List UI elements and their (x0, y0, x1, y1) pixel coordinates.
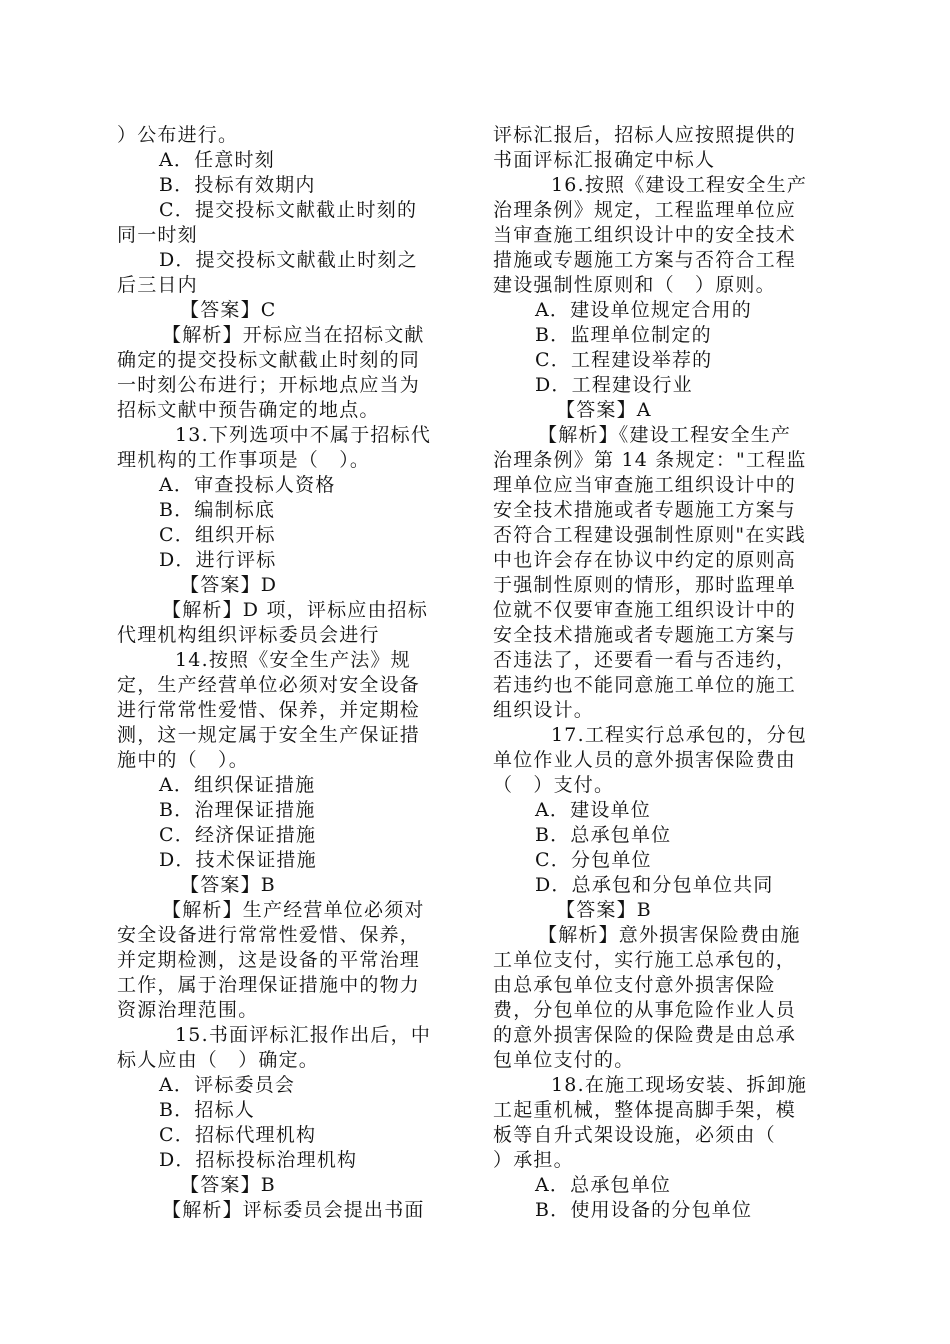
text-line: A．审查投标人资格 (159, 474, 336, 496)
text-line: C．分包单位 (535, 849, 652, 871)
text-line: 治理条例》规定，工程监理单位应 (493, 199, 797, 221)
text-line: D．提交投标文献截止时刻之 (159, 249, 418, 271)
text-line: 工起重机械，整体提高脚手架，模 (493, 1099, 797, 1121)
text-line: D．总承包和分包单位共同 (535, 874, 774, 896)
text-line: 施中的（ ）。 (117, 749, 249, 771)
text-line: D．进行评标 (159, 549, 277, 571)
text-line: B．投标有效期内 (159, 174, 316, 196)
text-line: 【解析】开标应当在招标文献 (162, 324, 425, 346)
text-line: 评标汇报后，招标人应按照提供的 (493, 124, 797, 146)
text-line: C．招标代理机构 (159, 1124, 317, 1146)
text-line: 一时刻公布进行；开标地点应当为 (117, 374, 421, 396)
text-line: B．总承包单位 (535, 824, 672, 846)
text-line: 招标文献中预告确定的地点。 (117, 399, 380, 421)
text-line: 理机构的工作事项是（ ）。 (117, 449, 371, 471)
text-line: ）公布进行。 (117, 124, 239, 146)
text-line: 否违法了，还要看一看与否违约， (493, 649, 797, 671)
text-line: B．编制标底 (159, 499, 276, 521)
text-line: 费，分包单位的从事危险作业人员 (493, 999, 797, 1021)
text-line: C．经济保证措施 (159, 824, 317, 846)
text-line: 14.按照《安全生产法》规 (175, 649, 411, 671)
text-line: 17.工程实行总承包的，分包 (551, 724, 808, 746)
text-line: 【答案】B (180, 874, 276, 896)
text-line: 15.书面评标汇报作出后，中 (175, 1024, 432, 1046)
text-line: 后三日内 (117, 274, 198, 296)
text-line: 【解析】D 项，评标应由招标 (162, 599, 429, 621)
text-line: D．技术保证措施 (159, 849, 317, 871)
text-line: 同一时刻 (117, 224, 198, 246)
text-line: 【解析】意外损害保险费由施 (538, 924, 801, 946)
text-line: D．招标投标治理机构 (159, 1149, 358, 1171)
text-line: 当审查施工组织设计中的安全技术 (493, 224, 797, 246)
text-line: 【答案】B (556, 899, 652, 921)
text-line: 包单位支付的。 (493, 1049, 635, 1071)
text-line: 【答案】B (180, 1174, 276, 1196)
text-line: ）承担。 (493, 1149, 574, 1171)
text-line: C．组织开标 (159, 524, 276, 546)
text-line: B．使用设备的分包单位 (535, 1199, 753, 1221)
text-line: 【解析】《建设工程安全生产 (538, 424, 792, 446)
text-line: 【解析】评标委员会提出书面 (162, 1199, 425, 1221)
text-line: A．任意时刻 (159, 149, 275, 171)
text-line: 中也许会存在协议中约定的原则高 (493, 549, 797, 571)
text-line: 16.按照《建设工程安全生产 (551, 174, 808, 196)
left-column (117, 123, 457, 1223)
text-line: 确定的提交投标文献截止时刻的同 (117, 349, 421, 371)
text-line: 工单位支付，实行施工总承包的， (493, 949, 797, 971)
text-line: C．工程建设举荐的 (535, 349, 713, 371)
text-line: 并定期检测，这是设备的平常治理 (117, 949, 421, 971)
text-line: B．治理保证措施 (159, 799, 316, 821)
text-line: 单位作业人员的意外损害保险费由 (493, 749, 797, 771)
text-line: 板等自升式架设设施，必须由（ (493, 1124, 776, 1146)
text-line: 定，生产经营单位必须对安全设备 (117, 674, 421, 696)
text-line: 安全技术措施或者专题施工方案与 (493, 499, 797, 521)
right-column (493, 123, 838, 1223)
text-line: B．招标人 (159, 1099, 255, 1121)
text-line: 标人应由（ ）确定。 (117, 1049, 320, 1071)
text-line: 代理机构组织评标委员会进行 (117, 624, 380, 646)
text-line: 【答案】A (556, 399, 652, 421)
text-line: 安全技术措施或者专题施工方案与 (493, 624, 797, 646)
text-line: A．组织保证措施 (159, 774, 316, 796)
text-line: 测，这一规定属于安全生产保证措 (117, 724, 421, 746)
text-line: C．提交投标文献截止时刻的 (159, 199, 418, 221)
text-line: 进行常常性爱惜、保养，并定期检 (117, 699, 421, 721)
text-line: 安全设备进行常常性爱惜、保养， (117, 924, 421, 946)
text-line: 【答案】C (180, 299, 277, 321)
text-line: A．总承包单位 (535, 1174, 672, 1196)
text-line: 否符合工程建设强制性原则"在实践 (493, 524, 806, 546)
text-line: D．工程建设行业 (535, 374, 693, 396)
text-line: 书面评标汇报确定中标人 (493, 149, 716, 171)
text-line: 工作，属于治理保证措施中的物力 (117, 974, 421, 996)
text-line: 由总承包单位支付意外损害保险 (493, 974, 776, 996)
text-line: A．评标委员会 (159, 1074, 296, 1096)
text-line: 若违约也不能同意施工单位的施工 (493, 674, 797, 696)
text-line: A．建设单位规定合用的 (535, 299, 752, 321)
text-line: 13.下列选项中不属于招标代 (175, 424, 432, 446)
text-line: 治理条例》第 14 条规定："工程监 (493, 449, 807, 471)
text-line: A．建设单位 (535, 799, 651, 821)
text-line: 措施或专题施工方案与否符合工程 (493, 249, 797, 271)
text-line: B．监理单位制定的 (535, 324, 712, 346)
text-line: 【答案】D (180, 574, 278, 596)
text-line: 资源治理范围。 (117, 999, 259, 1021)
text-line: 于强制性原则的情形，那时监理单 (493, 574, 797, 596)
text-line: 【解析】生产经营单位必须对 (162, 899, 425, 921)
text-line: 位就不仅要审查施工组织设计中的 (493, 599, 797, 621)
text-line: （ ）支付。 (493, 774, 615, 796)
text-line: 18.在施工现场安装、拆卸施 (551, 1074, 808, 1096)
text-line: 组织设计。 (493, 699, 595, 721)
text-line: 建设强制性原则和（ ）原则。 (493, 274, 776, 296)
text-line: 的意外损害保险的保险费是由总承 (493, 1024, 797, 1046)
text-line: 理单位应当审查施工组织设计中的 (493, 474, 797, 496)
